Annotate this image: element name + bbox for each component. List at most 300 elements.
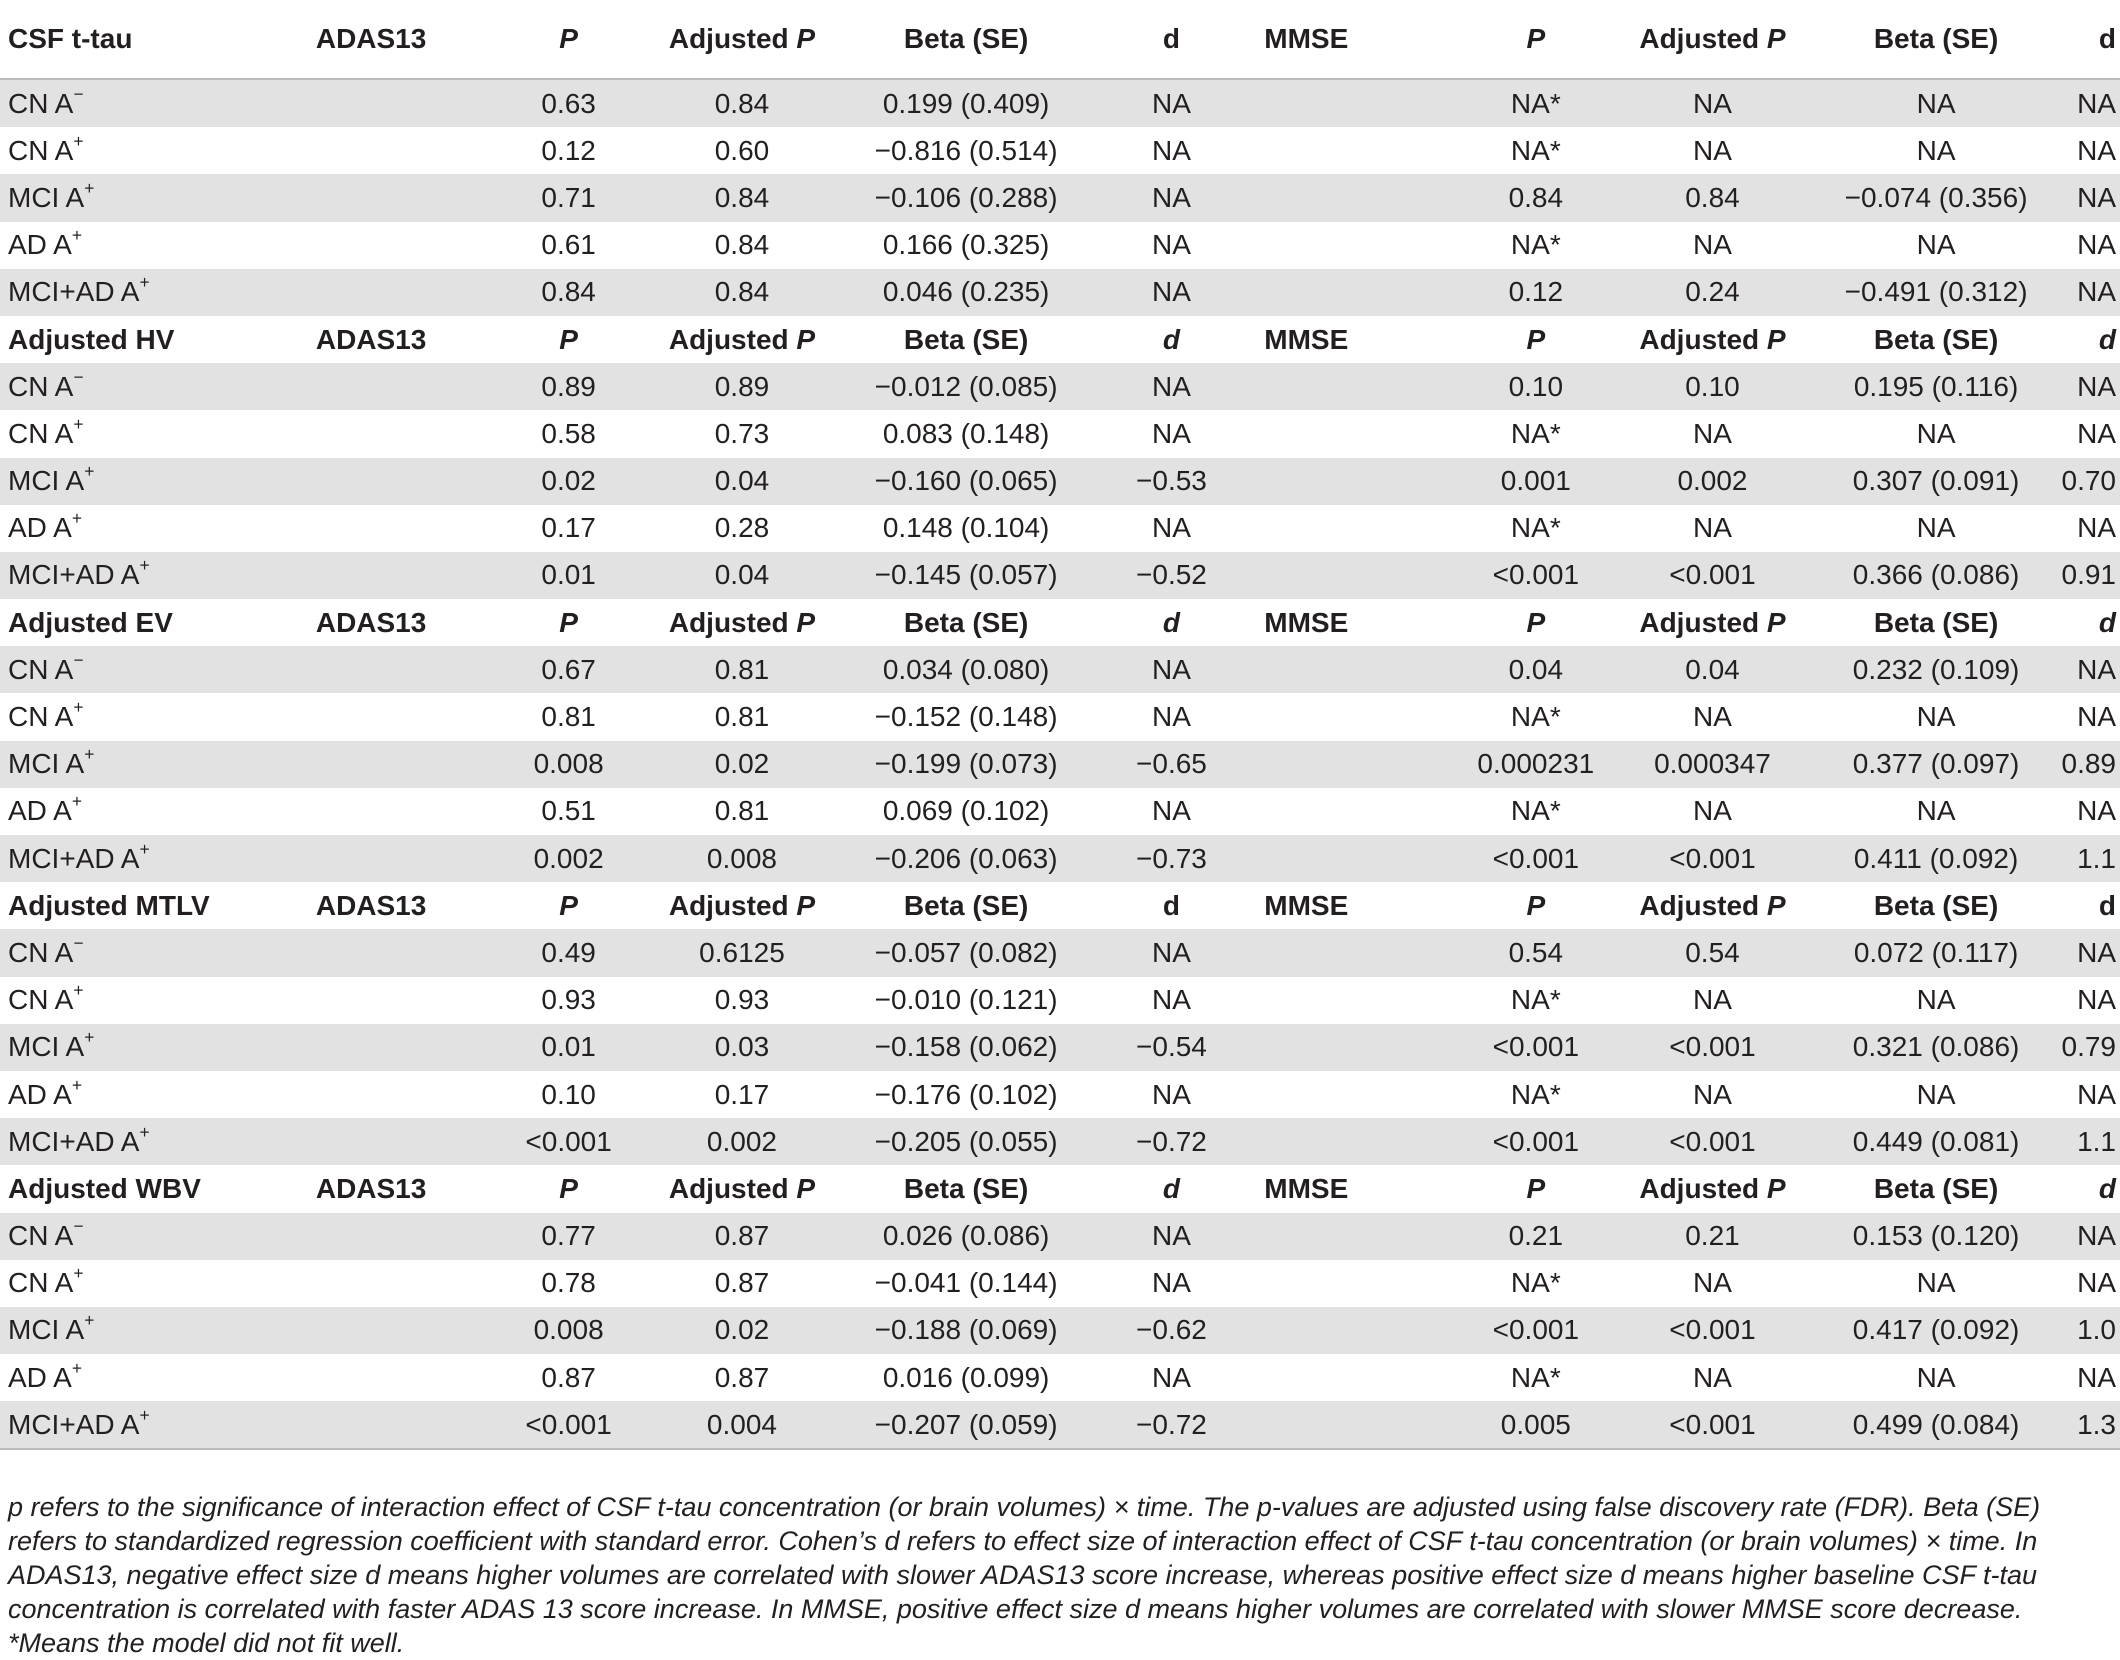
empty-cell [1254, 79, 1464, 127]
p-label: P [1766, 23, 1786, 54]
beta-se-header: Beta (SE) [903, 1172, 1029, 1204]
amyloid-status: + [84, 744, 95, 765]
mmse-adjusted-p-cell: NA [1693, 1361, 1732, 1393]
empty-cell [1254, 222, 1464, 269]
group-label: CN A [8, 417, 74, 449]
section-title: Adjusted MTLV [8, 889, 210, 921]
mmse-d-cell: NA [2077, 701, 2116, 733]
adas-adjusted-p-cell: 0.03 [640, 1024, 843, 1071]
adas-p-cell: 0.10 [541, 1078, 596, 1110]
adas-adjusted-p-cell: 0.04 [640, 552, 843, 599]
mmse-beta-cell: 0.366 (0.086) [1817, 552, 2054, 599]
mmse-beta-cell: NA [1916, 984, 1956, 1016]
empty-cell [306, 269, 497, 316]
mmse-d-cell: NA [2077, 1267, 2116, 1299]
mmse-beta-cell: 0.449 (0.081) [1817, 1118, 2054, 1165]
adas-p-cell: 0.61 [541, 229, 596, 261]
mmse-adjusted-p-cell: NA [1693, 1267, 1732, 1299]
p-label: P [1526, 323, 1546, 355]
mmse-p-cell: NA* [1510, 1078, 1561, 1110]
adas-beta-cell: −0.816 (0.514) [874, 134, 1058, 166]
mmse-p-cell: 0.10 [1464, 363, 1608, 410]
mmse-beta-cell: −0.074 (0.356) [1817, 174, 2054, 221]
beta-se-header: Beta (SE) [1873, 323, 1999, 355]
empty-cell [306, 1213, 497, 1260]
table-row [0, 1071, 2120, 1118]
empty-cell [306, 788, 497, 835]
group-cell [0, 363, 306, 410]
empty-cell [306, 741, 497, 788]
adas-p-cell: 0.87 [541, 1361, 596, 1393]
adas-p-cell: 0.01 [497, 552, 641, 599]
table-row [0, 646, 2120, 693]
adas-beta-cell: −0.207 (0.059) [844, 1401, 1089, 1449]
adas-p-cell: 0.008 [497, 1307, 641, 1354]
adas-adjusted-p-cell: 0.89 [640, 363, 843, 410]
adas-beta-cell: −0.152 (0.148) [874, 701, 1058, 733]
adas-adjusted-p-cell: 0.004 [640, 1401, 843, 1449]
p-label: P [1766, 1172, 1786, 1204]
mmse-p-cell: NA* [1464, 79, 1608, 127]
beta-se-header: Beta (SE) [1873, 889, 1999, 921]
adas-d-cell: −0.54 [1089, 1024, 1255, 1071]
beta-se-header: Beta (SE) [903, 606, 1029, 638]
mmse-beta-cell: 0.377 (0.097) [1817, 741, 2054, 788]
d-header: d [1089, 0, 1255, 79]
mmse-adjusted-p-cell: 0.04 [1608, 646, 1818, 693]
beta-se-header: Beta (SE) [1873, 606, 1999, 638]
adjusted-p-header [640, 0, 843, 79]
adas-beta-cell: −0.145 (0.057) [844, 552, 1089, 599]
p-label: P [1766, 323, 1786, 355]
p-label: P [796, 1172, 816, 1204]
section-title: Adjusted EV [8, 606, 173, 638]
adjusted-label: Adjusted [1639, 889, 1760, 921]
empty-cell [306, 79, 497, 127]
amyloid-status: + [71, 791, 82, 812]
adas-d-cell: NA [1089, 646, 1255, 693]
table-row [0, 1401, 2120, 1449]
amyloid-status: + [73, 413, 84, 434]
adas-beta-cell: −0.206 (0.063) [844, 835, 1089, 882]
section-title: CSF t-tau [0, 0, 306, 79]
group-label: MCI A [8, 181, 85, 213]
group-cell [0, 552, 306, 599]
mmse-p-cell: NA* [1510, 984, 1561, 1016]
p-label: P [559, 1172, 578, 1204]
p-header [497, 316, 641, 363]
mmse-beta-cell: NA [1916, 512, 1956, 544]
mmse-beta-cell: 0.417 (0.092) [1817, 1307, 2054, 1354]
adjusted-p-header [640, 316, 843, 363]
adas-d-cell: NA [1152, 701, 1191, 733]
empty-cell [1254, 1118, 1464, 1165]
p-header [1464, 0, 1608, 79]
adas-adjusted-p-cell: 0.17 [714, 1078, 770, 1110]
mmse-d-cell: NA [2077, 512, 2116, 544]
empty-cell [306, 458, 497, 505]
mmse-d-cell: NA [2077, 1078, 2116, 1110]
mmse-d-cell: NA [2077, 134, 2116, 166]
empty-cell [306, 835, 497, 882]
empty-cell [1254, 693, 1464, 740]
table-row [0, 1118, 2120, 1165]
group-cell [0, 693, 306, 740]
mmse-header: MMSE [1264, 889, 1349, 921]
adjusted-label: Adjusted [668, 889, 789, 921]
p-header [1464, 882, 1608, 929]
amyloid-status: + [71, 508, 82, 529]
table-row [0, 977, 2120, 1024]
adas-p-cell: <0.001 [497, 1118, 641, 1165]
group-cell [0, 1071, 306, 1118]
empty-cell [1254, 1307, 1464, 1354]
empty-cell [1254, 363, 1464, 410]
mmse-beta-cell: 0.321 (0.086) [1817, 1024, 2054, 1071]
adas13-header: ADAS13 [315, 606, 427, 638]
group-cell [0, 1118, 306, 1165]
adas-p-cell: 0.02 [497, 458, 641, 505]
p-label: P [559, 323, 578, 355]
group-label: CN A [8, 370, 74, 402]
group-cell [0, 1260, 306, 1307]
adas-d-cell: NA [1152, 417, 1191, 449]
group-label: MCI+AD A [8, 276, 140, 308]
mmse-p-cell: NA* [1510, 1267, 1561, 1299]
adas-p-cell: 0.01 [497, 1024, 641, 1071]
empty-cell [1254, 552, 1464, 599]
mmse-adjusted-p-cell: <0.001 [1608, 1401, 1818, 1449]
group-label: CN A [8, 653, 74, 685]
empty-cell [1254, 1401, 1464, 1449]
empty-cell [306, 363, 497, 410]
mmse-p-cell: <0.001 [1464, 1307, 1608, 1354]
adas-d-cell: NA [1089, 1213, 1255, 1260]
adjusted-p-header [1608, 599, 1818, 646]
adas-d-cell: NA [1152, 512, 1191, 544]
mmse-beta-cell: 0.072 (0.117) [1817, 929, 2054, 976]
mmse-p-cell: 0.001 [1464, 458, 1608, 505]
mmse-adjusted-p-cell: <0.001 [1608, 835, 1818, 882]
mmse-adjusted-p-cell: 0.10 [1608, 363, 1818, 410]
adas-p-cell: 0.17 [541, 512, 596, 544]
group-label: CN A [8, 936, 74, 968]
adas-d-cell: −0.53 [1089, 458, 1255, 505]
amyloid-status: + [84, 177, 95, 198]
table-row [0, 79, 2120, 127]
section-header-row [0, 599, 2120, 646]
mmse-p-cell: <0.001 [1464, 1118, 1608, 1165]
footnote-asterisk: *Means the model did not fit well. [8, 1628, 405, 1658]
amyloid-status: + [84, 461, 95, 482]
adas-adjusted-p-cell: 0.60 [714, 134, 770, 166]
beta-se-header: Beta (SE) [903, 323, 1029, 355]
mmse-beta-cell: NA [1916, 1078, 1956, 1110]
group-cell [0, 269, 306, 316]
empty-cell [1254, 1024, 1464, 1071]
adas-adjusted-p-cell: 0.93 [714, 984, 770, 1016]
beta-se-header: Beta (SE) [844, 0, 1089, 79]
empty-cell [306, 127, 497, 174]
adas-p-cell: 0.008 [497, 741, 641, 788]
mmse-p-cell: NA* [1510, 417, 1561, 449]
p-label: P [796, 23, 816, 54]
empty-cell [1254, 1213, 1464, 1260]
empty-cell [306, 1071, 497, 1118]
d-header: d [2098, 1172, 2116, 1204]
adas-p-cell: 0.12 [541, 134, 596, 166]
p-label: P [1766, 889, 1786, 921]
mmse-adjusted-p-cell: NA [1693, 417, 1732, 449]
p-header [1464, 599, 1608, 646]
adas-p-cell: 0.58 [541, 417, 596, 449]
d-header: d [1162, 606, 1181, 638]
adas-p-cell: 0.77 [497, 1213, 641, 1260]
adas-beta-cell: 0.199 (0.409) [844, 79, 1089, 127]
amyloid-status: + [71, 1357, 82, 1378]
empty-cell [1254, 410, 1464, 457]
mmse-beta-cell: NA [1916, 1267, 1956, 1299]
amyloid-status: − [73, 1216, 84, 1237]
mmse-d-cell: NA [2055, 1213, 2120, 1260]
mmse-p-cell: NA* [1510, 512, 1561, 544]
mmse-adjusted-p-cell: NA [1693, 984, 1732, 1016]
mmse-d-cell: NA [2077, 417, 2116, 449]
adjusted-label: Adjusted [668, 323, 789, 355]
group-label: AD A [8, 795, 72, 827]
mmse-beta-cell: NA [1916, 229, 1956, 261]
adjusted-label: Adjusted [1639, 606, 1760, 638]
d-header: d [2098, 323, 2116, 355]
mmse-adjusted-p-cell: <0.001 [1608, 1118, 1818, 1165]
adas-adjusted-p-cell: 0.008 [640, 835, 843, 882]
mmse-d-cell: NA [2055, 79, 2120, 127]
adas-d-cell: −0.73 [1089, 835, 1255, 882]
amyloid-status: + [139, 555, 150, 576]
mmse-adjusted-p-cell: 0.24 [1608, 269, 1818, 316]
amyloid-status: + [139, 838, 150, 859]
adas-p-cell: 0.63 [497, 79, 641, 127]
p-label: P [796, 889, 816, 921]
adas-d-cell: −0.52 [1089, 552, 1255, 599]
mmse-adjusted-p-cell: NA [1693, 512, 1732, 544]
mmse-p-cell: 0.84 [1464, 174, 1608, 221]
adas-adjusted-p-cell: 0.02 [640, 1307, 843, 1354]
table-footnote [8, 1490, 2112, 1660]
amyloid-status: + [71, 1074, 82, 1095]
p-label: P [559, 889, 578, 921]
adas-adjusted-p-cell: 0.81 [714, 795, 770, 827]
mmse-d-cell: NA [2055, 363, 2120, 410]
mmse-adjusted-p-cell: <0.001 [1608, 1307, 1818, 1354]
mmse-adjusted-p-cell: 0.54 [1608, 929, 1818, 976]
mmse-d-cell: 0.70 [2055, 458, 2120, 505]
adas-p-cell: 0.93 [541, 984, 596, 1016]
empty-cell [1254, 977, 1464, 1024]
amyloid-status: + [71, 225, 82, 246]
adas-beta-cell: 0.083 (0.148) [882, 417, 1050, 449]
mmse-beta-cell: NA [1916, 417, 1956, 449]
group-label: MCI A [8, 1314, 85, 1346]
table-row [0, 127, 2120, 174]
adas-d-cell: NA [1152, 1267, 1191, 1299]
table-row [0, 929, 2120, 976]
mmse-beta-cell: 0.195 (0.116) [1817, 363, 2054, 410]
mmse-beta-cell: 0.499 (0.084) [1817, 1401, 2054, 1449]
adjusted-label: Adjusted [668, 23, 789, 54]
group-label: MCI+AD A [8, 1125, 140, 1157]
group-label: AD A [8, 229, 72, 261]
group-cell [0, 410, 306, 457]
adas-p-cell: 0.78 [541, 1267, 596, 1299]
group-label: AD A [8, 1361, 72, 1393]
mmse-adjusted-p-cell: 0.000347 [1608, 741, 1818, 788]
adas-p-cell: 0.71 [497, 174, 641, 221]
adjusted-label: Adjusted [668, 606, 789, 638]
adas-d-cell: −0.72 [1089, 1118, 1255, 1165]
amyloid-status: + [73, 697, 84, 718]
mmse-adjusted-p-cell: NA [1693, 795, 1732, 827]
p-label: P [796, 323, 816, 355]
mmse-beta-cell: NA [1916, 701, 1956, 733]
amyloid-status: + [73, 980, 84, 1001]
adas-beta-cell: −0.106 (0.288) [844, 174, 1089, 221]
table-row [0, 1213, 2120, 1260]
empty-cell [1254, 741, 1464, 788]
empty-cell [1254, 458, 1464, 505]
adas-beta-cell: −0.199 (0.073) [844, 741, 1089, 788]
table-row [0, 788, 2120, 835]
empty-cell [306, 174, 497, 221]
mmse-p-cell: 0.000231 [1464, 741, 1608, 788]
mmse-d-cell: NA [2055, 174, 2120, 221]
table-row [0, 835, 2120, 882]
group-label: MCI+AD A [8, 559, 140, 591]
group-cell [0, 1024, 306, 1071]
mmse-d-cell: 1.1 [2055, 1118, 2120, 1165]
mmse-p-cell: <0.001 [1464, 552, 1608, 599]
p-header [497, 0, 641, 79]
table-row [0, 552, 2120, 599]
mmse-beta-cell: 0.153 (0.120) [1817, 1213, 2054, 1260]
section-header-row [0, 1165, 2120, 1212]
mmse-d-cell: 1.3 [2055, 1401, 2120, 1449]
mmse-adjusted-p-cell: <0.001 [1608, 1024, 1818, 1071]
p-label: P [796, 606, 816, 638]
adas-p-cell: <0.001 [497, 1401, 641, 1449]
empty-cell [306, 646, 497, 693]
mmse-adjusted-p-cell: 0.21 [1608, 1213, 1818, 1260]
mmse-adjusted-p-cell: NA [1693, 229, 1732, 261]
adjusted-label: Adjusted [1639, 23, 1760, 54]
empty-cell [1254, 269, 1464, 316]
group-label: MCI A [8, 1031, 85, 1063]
adas-p-cell: 0.84 [497, 269, 641, 316]
group-cell [0, 788, 306, 835]
mmse-header: MMSE [1264, 323, 1349, 355]
group-cell [0, 458, 306, 505]
adas-d-cell: NA [1089, 929, 1255, 976]
adas-d-cell: NA [1152, 1078, 1191, 1110]
mmse-d-cell: NA [2077, 984, 2116, 1016]
d-header: d [2098, 606, 2116, 638]
group-label: AD A [8, 1078, 72, 1110]
group-cell [0, 929, 306, 976]
adas-beta-cell: −0.158 (0.062) [844, 1024, 1089, 1071]
mmse-p-cell: 0.005 [1464, 1401, 1608, 1449]
section-header-row [0, 882, 2120, 929]
adas-beta-cell: 0.046 (0.235) [844, 269, 1089, 316]
table-row [0, 1260, 2120, 1307]
group-cell [0, 1354, 306, 1401]
adas-adjusted-p-cell: 0.87 [714, 1267, 770, 1299]
p-label: P [1526, 606, 1546, 638]
adas-d-cell: NA [1152, 134, 1191, 166]
empty-cell [306, 977, 497, 1024]
adas-beta-cell: −0.160 (0.065) [844, 458, 1089, 505]
amyloid-status: + [139, 1121, 150, 1142]
mmse-adjusted-p-cell: NA [1693, 1078, 1732, 1110]
table-row [0, 458, 2120, 505]
amyloid-status: − [73, 366, 84, 387]
mmse-beta-cell: NA [1817, 79, 2054, 127]
adas-beta-cell: −0.188 (0.069) [844, 1307, 1089, 1354]
table-row [0, 174, 2120, 221]
mmse-beta-cell: 0.307 (0.091) [1817, 458, 2054, 505]
adas-d-cell: NA [1152, 229, 1191, 261]
adjusted-p-header [1608, 882, 1818, 929]
empty-cell [1254, 929, 1464, 976]
adjusted-p-header [640, 1165, 843, 1212]
group-label: CN A [8, 87, 74, 119]
adas-beta-cell: −0.057 (0.082) [844, 929, 1089, 976]
empty-cell [306, 1401, 497, 1449]
group-cell [0, 79, 306, 127]
adas-adjusted-p-cell: 0.84 [640, 79, 843, 127]
adas-p-cell: 0.81 [541, 701, 596, 733]
adas-d-cell: NA [1089, 79, 1255, 127]
mmse-p-cell: NA* [1510, 795, 1561, 827]
group-cell [0, 1401, 306, 1449]
adjusted-p-header [1608, 0, 1818, 79]
adas-beta-cell: 0.026 (0.086) [844, 1213, 1089, 1260]
group-cell [0, 505, 306, 552]
empty-cell [1254, 1354, 1464, 1401]
adas-p-cell: 0.67 [497, 646, 641, 693]
group-label: MCI+AD A [8, 1408, 140, 1440]
mmse-beta-cell: 0.232 (0.109) [1817, 646, 2054, 693]
mmse-adjusted-p-cell: NA [1608, 79, 1818, 127]
p-label: P [1526, 1172, 1546, 1204]
adas-d-cell: NA [1152, 1361, 1191, 1393]
adas-beta-cell: 0.148 (0.104) [882, 512, 1050, 544]
adjusted-p-header [1608, 316, 1818, 363]
mmse-d-cell: NA [2055, 929, 2120, 976]
mmse-d-cell: NA [2055, 646, 2120, 693]
adas-adjusted-p-cell: 0.02 [640, 741, 843, 788]
adjusted-p-header [1608, 1165, 1818, 1212]
adas-adjusted-p-cell: 0.84 [714, 229, 770, 261]
adas-d-cell: −0.72 [1089, 1401, 1255, 1449]
mmse-beta-cell: 0.411 (0.092) [1817, 835, 2054, 882]
amyloid-status: + [84, 1310, 95, 1331]
adas-p-cell: 0.49 [497, 929, 641, 976]
adas-d-cell: NA [1089, 363, 1255, 410]
mmse-adjusted-p-cell: 0.002 [1608, 458, 1818, 505]
section-header-row [0, 0, 2120, 79]
empty-cell [306, 1024, 497, 1071]
adas-d-cell: NA [1152, 795, 1191, 827]
